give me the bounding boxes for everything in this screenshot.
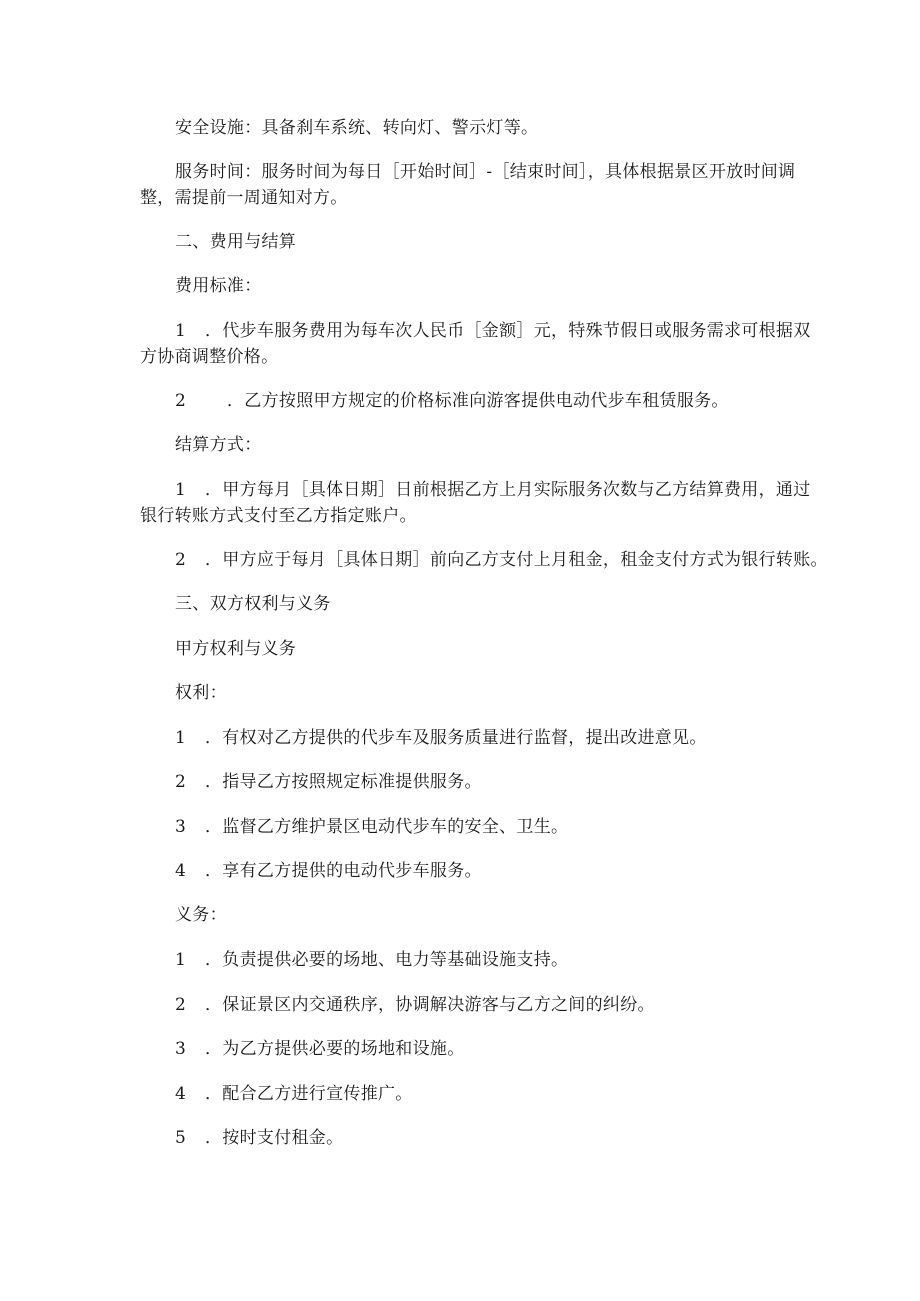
list-number: 5 [175, 1128, 187, 1148]
rights-item-3 [175, 814, 568, 840]
list-number: 2 [175, 995, 187, 1015]
list-number: 4 [175, 861, 187, 881]
paragraph-service-time-line1: 服务时间：服务时间为每日［开始时间］-［结束时间］，具体根据景区开放时间调 [175, 162, 796, 182]
list-text: ．代步车服务费用为每车次人民币［金额］元，特殊节假日或服务需求可根据双 [205, 321, 811, 341]
label-settlement: 结算方式： [175, 435, 262, 455]
fee-item-1-line1 [175, 318, 811, 344]
list-text: ．甲方每月［具体日期］日前根据乙方上月实际服务次数与乙方结算费用，通过 [205, 480, 811, 500]
list-number: 3 [175, 1039, 187, 1059]
obligations-item-2 [175, 992, 655, 1018]
rights-item-2 [175, 769, 482, 795]
obligations-item-4 [175, 1081, 413, 1107]
list-text: ．享有乙方提供的电动代步车服务。 [205, 861, 482, 881]
paragraph-service-time-line2: 整，需提前一周通知对方。 [140, 188, 348, 208]
list-number: 2 [175, 772, 187, 792]
obligations-item-1 [175, 947, 568, 973]
list-text: ．按时支付租金。 [205, 1128, 344, 1148]
fee-item-2 [175, 388, 729, 414]
list-text: ．甲方应于每月［具体日期］前向乙方支付上月租金，租金支付方式为银行转账。 [205, 550, 828, 570]
list-number: 1 [175, 480, 187, 500]
list-text: ．保证景区内交通秩序，协调解决游客与乙方之间的纠纷。 [205, 995, 655, 1015]
label-obligations: 义务： [175, 905, 227, 925]
label-rights: 权利： [175, 683, 227, 703]
paragraph-safety-facilities: 安全设施：具备刹车系统、转向灯、警示灯等。 [175, 118, 539, 138]
list-number: 1 [175, 321, 187, 341]
list-text: ．配合乙方进行宣传推广。 [205, 1084, 413, 1104]
section-heading-rights-obligations: 三、双方权利与义务 [175, 594, 331, 614]
list-number: 2 [175, 391, 187, 411]
obligations-item-3 [175, 1036, 465, 1062]
settle-item-1-line1 [175, 477, 811, 503]
rights-item-4 [175, 858, 482, 884]
rights-item-1 [175, 725, 707, 751]
list-number: 4 [175, 1084, 187, 1104]
list-number: 2 [175, 550, 187, 570]
party-a-heading: 甲方权利与义务 [175, 639, 297, 659]
list-text: ．为乙方提供必要的场地和设施。 [205, 1039, 465, 1059]
label-fee-standard: 费用标准： [175, 276, 262, 296]
list-number: 1 [175, 728, 187, 748]
settle-item-1-line2: 银行转账方式支付至乙方指定账户。 [140, 506, 417, 526]
list-text: ．监督乙方维护景区电动代步车的安全、卫生。 [205, 817, 569, 837]
list-text: ．有权对乙方提供的代步车及服务质量进行监督，提出改进意见。 [205, 728, 707, 748]
obligations-item-5 [175, 1125, 343, 1151]
settle-item-2 [175, 547, 828, 573]
list-number: 3 [175, 817, 187, 837]
list-text: ．指导乙方按照规定标准提供服务。 [205, 772, 482, 792]
list-text: ．负责提供必要的场地、电力等基础设施支持。 [205, 950, 569, 970]
fee-item-1-line2: 方协商调整价格。 [140, 347, 279, 367]
section-heading-fees: 二、费用与结算 [175, 232, 297, 252]
list-number: 1 [175, 950, 187, 970]
list-text: ．乙方按照甲方规定的价格标准向游客提供电动代步车租赁服务。 [227, 391, 729, 411]
